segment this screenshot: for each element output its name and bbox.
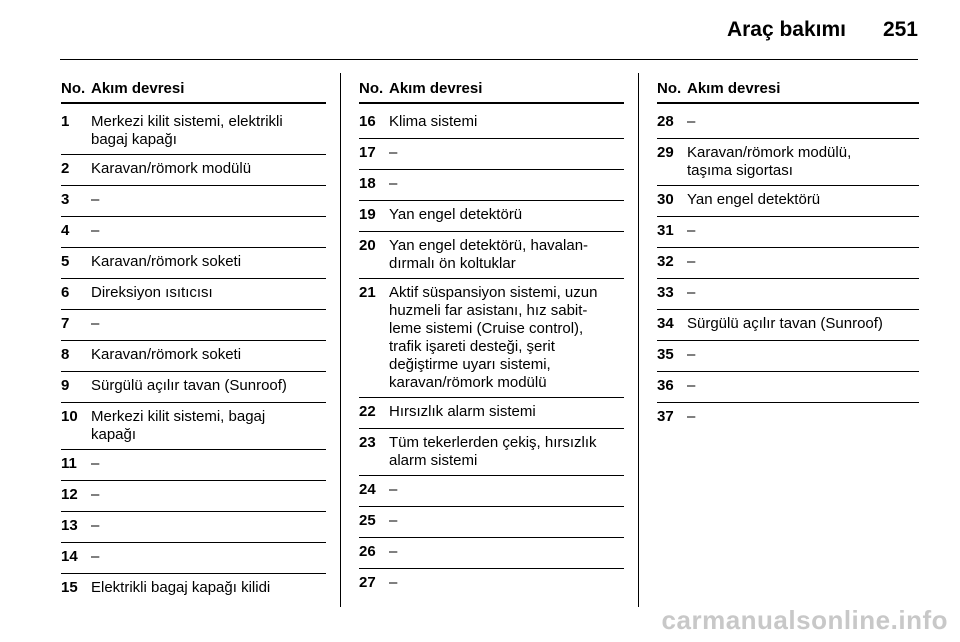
table-row — [61, 372, 326, 403]
fuse-number: 23 — [359, 434, 376, 451]
fuse-number: 7 — [61, 315, 70, 332]
fuse-rows — [657, 104, 919, 433]
fuse-number: 4 — [61, 222, 70, 239]
fuse-number: 31 — [657, 222, 674, 239]
table-row — [61, 108, 326, 155]
header-circuit: Akım devresi — [389, 80, 483, 97]
table-row — [359, 569, 624, 599]
fuse-column-2 — [359, 78, 624, 599]
table-row — [657, 108, 919, 139]
table-row — [61, 450, 326, 481]
fuse-number: 28 — [657, 113, 674, 130]
fuse-number: 17 — [359, 144, 376, 161]
header-circuit: Akım devresi — [91, 80, 185, 97]
page-title: Araç bakımı — [726, 18, 846, 41]
fuse-number: 11 — [61, 455, 77, 472]
circuit-description: Yan engel detektörü — [687, 191, 821, 208]
circuit-description: Tüm tekerlerden çekiş, hırsızlık alarm sistemi — [389, 434, 597, 469]
table-row — [359, 139, 624, 170]
circuit-description: Karavan/römork modülü, taşıma sigortası — [687, 144, 852, 179]
circuit-description: Elektrikli bagaj kapağı kilidi — [91, 579, 271, 596]
column-divider — [340, 73, 341, 607]
fuse-number: 36 — [657, 377, 674, 394]
fuse-number: 6 — [61, 284, 70, 301]
fuse-rows — [359, 104, 624, 599]
column-header — [61, 78, 326, 104]
fuse-number: 20 — [359, 237, 376, 254]
header-circuit: Akım devresi — [687, 80, 781, 97]
fuse-number: 3 — [61, 191, 70, 208]
table-row — [61, 403, 326, 450]
fuse-number: 24 — [359, 481, 376, 498]
table-row — [657, 372, 919, 403]
fuse-number: 26 — [359, 543, 376, 560]
column-divider — [638, 73, 639, 607]
fuse-number: 35 — [657, 346, 674, 363]
header-no: No. — [359, 80, 384, 97]
circuit-description: Sürgülü açılır tavan (Sunroof) — [91, 377, 287, 394]
circuit-description: Hırsızlık alarm sistemi — [389, 403, 536, 420]
fuse-number: 18 — [359, 175, 376, 192]
table-row — [359, 398, 624, 429]
fuse-number: 25 — [359, 512, 376, 529]
header-rule — [60, 59, 918, 60]
column-header — [359, 78, 624, 104]
table-row — [359, 201, 624, 232]
table-row — [657, 279, 919, 310]
circuit-description: – — [91, 222, 100, 239]
table-row — [61, 341, 326, 372]
circuit-description: – — [687, 253, 696, 270]
fuse-number: 16 — [359, 113, 376, 130]
page-number: 251 — [882, 18, 918, 41]
fuse-number: 2 — [61, 160, 70, 177]
circuit-description: Aktif süspansiyon sistemi, uzun huzmeli far asistanı, hız sabit- leme sistemi (Cruise control), trafik işareti desteği, şerit değiştirme uyarı sistemi, karavan/römork modülü — [389, 284, 598, 391]
table-row — [61, 574, 326, 604]
table-row — [359, 170, 624, 201]
header-no: No. — [61, 80, 86, 97]
fuse-number: 15 — [61, 579, 78, 596]
circuit-description: – — [91, 548, 100, 565]
circuit-description: Yan engel detektörü, havalan- dırmalı ön koltuklar — [389, 237, 589, 272]
fuse-number: 12 — [61, 486, 78, 503]
circuit-description: Sürgülü açılır tavan (Sunroof) — [687, 315, 883, 332]
fuse-number: 30 — [657, 191, 674, 208]
circuit-description: – — [687, 284, 696, 301]
table-row — [61, 481, 326, 512]
circuit-description: Merkezi kilit sistemi, bagaj kapağı — [91, 408, 266, 443]
fuse-number: 21 — [359, 284, 376, 301]
circuit-description: – — [91, 486, 100, 503]
circuit-description: – — [389, 574, 398, 591]
circuit-description: – — [687, 346, 696, 363]
circuit-description: – — [91, 455, 100, 472]
circuit-description: – — [687, 377, 696, 394]
fuse-number: 8 — [61, 346, 70, 363]
header-no: No. — [657, 80, 682, 97]
circuit-description: Direksiyon ısıtıcısı — [91, 284, 213, 301]
table-row — [61, 279, 326, 310]
table-row — [61, 186, 326, 217]
table-row — [61, 217, 326, 248]
fuse-number: 10 — [61, 408, 78, 425]
watermark: carmanualsonline.info — [661, 605, 948, 635]
table-row — [359, 507, 624, 538]
table-row — [359, 108, 624, 139]
table-row — [657, 403, 919, 433]
circuit-description: – — [687, 408, 696, 425]
circuit-description: – — [389, 512, 398, 529]
table-row — [657, 139, 919, 186]
fuse-number: 32 — [657, 253, 674, 270]
fuse-number: 5 — [61, 253, 70, 270]
table-row — [61, 155, 326, 186]
circuit-description: – — [91, 191, 100, 208]
column-header — [657, 78, 919, 104]
fuse-number: 34 — [657, 315, 674, 332]
circuit-description: Karavan/römork soketi — [91, 253, 242, 270]
fuse-number: 1 — [61, 113, 70, 130]
table-row — [657, 248, 919, 279]
fuse-number: 22 — [359, 403, 376, 420]
circuit-description: – — [91, 517, 100, 534]
circuit-description: Klima sistemi — [389, 113, 478, 130]
table-row — [61, 543, 326, 574]
fuse-number: 33 — [657, 284, 674, 301]
fuse-column-3 — [657, 78, 919, 433]
circuit-description: – — [389, 543, 398, 560]
table-row — [359, 279, 624, 398]
fuse-number: 13 — [61, 517, 78, 534]
table-row — [657, 341, 919, 372]
table-row — [61, 248, 326, 279]
fuse-number: 29 — [657, 144, 674, 161]
circuit-description: – — [389, 144, 398, 161]
table-row — [359, 538, 624, 569]
table-row — [359, 429, 624, 476]
fuse-number: 9 — [61, 377, 70, 394]
table-row — [657, 217, 919, 248]
circuit-description: – — [389, 481, 398, 498]
fuse-number: 27 — [359, 574, 376, 591]
circuit-description: Yan engel detektörü — [389, 206, 523, 223]
fuse-number: 37 — [657, 408, 674, 425]
table-row — [657, 186, 919, 217]
circuit-description: – — [687, 222, 696, 239]
circuit-description: Karavan/römork soketi — [91, 346, 242, 363]
fuse-column-1 — [61, 78, 326, 604]
table-row — [359, 232, 624, 279]
circuit-description: Karavan/römork modülü — [91, 160, 252, 177]
table-row — [359, 476, 624, 507]
table-row — [657, 310, 919, 341]
circuit-description: – — [389, 175, 398, 192]
table-row — [61, 512, 326, 543]
circuit-description: – — [687, 113, 696, 130]
fuse-rows — [61, 104, 326, 604]
page-header — [60, 0, 918, 62]
circuit-description: Merkezi kilit sistemi, elektrikli bagaj kapağı — [91, 113, 283, 148]
table-row — [61, 310, 326, 341]
circuit-description: – — [91, 315, 100, 332]
fuse-number: 19 — [359, 206, 376, 223]
fuse-number: 14 — [61, 548, 78, 565]
